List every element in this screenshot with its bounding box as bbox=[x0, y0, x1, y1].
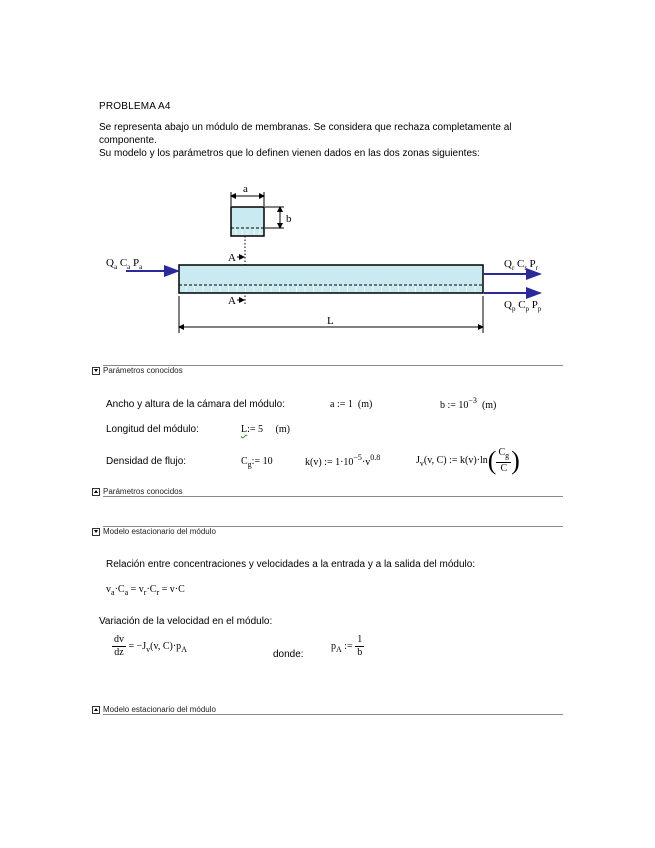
section-label-bottom: A bbox=[228, 295, 236, 307]
section-label-top: A bbox=[228, 252, 236, 264]
eq-Cg-def: $C_g:= 10$ bbox=[241, 456, 273, 469]
eq-a-def: a := 1 (m) bbox=[330, 399, 373, 410]
intro-line-2: componente. bbox=[99, 135, 157, 146]
label-densidad: Densidad de flujo: bbox=[106, 456, 187, 467]
intro-line-3: Su modelo y los parámetros que lo definen vienen dados en las dos zonas siguientes: bbox=[99, 148, 480, 159]
eq-pA-def: $p_A$ := $\frac{1}{b}$ bbox=[331, 634, 363, 658]
dim-L-label: L bbox=[327, 315, 334, 327]
dim-b-label: b bbox=[286, 213, 292, 225]
eq-Jv-def: $J_v(v$, C) := k(v)·ln( $\frac{C_g}{C}$ ) bbox=[416, 446, 520, 475]
label-longitud: Longitud del módulo: bbox=[106, 424, 199, 435]
module-body bbox=[179, 265, 483, 293]
collapse-toggle-icon[interactable] bbox=[92, 528, 100, 536]
intro-line-1: Se representa abajo un módulo de membranas. Se considera que rechaza completamente al bbox=[99, 122, 512, 133]
eq-dvdz: $\frac{dv}{dz}$ = $-J_v(v$, $C)\cdot p_A$ bbox=[114, 634, 187, 658]
page-title: PROBLEMA A4 bbox=[99, 101, 171, 112]
expand-toggle-icon[interactable] bbox=[92, 488, 100, 496]
expand-toggle-icon[interactable] bbox=[92, 706, 100, 714]
text-relacion: Relación entre concentraciones y velocidades a la entrada y a la salida del módulo: bbox=[106, 559, 476, 570]
eq-b-def: b := $10^{-3}$ (m) bbox=[440, 396, 497, 411]
dim-a-label: a bbox=[243, 183, 248, 195]
region-parametros-footer[interactable]: Parámetros conocidos bbox=[92, 487, 183, 496]
permeate-label: $Q_p$ $C_p$ $P_p$ bbox=[504, 299, 542, 313]
label-ancho-altura: Ancho y altura de la cámara del módulo: bbox=[106, 399, 285, 410]
collapse-toggle-icon[interactable] bbox=[92, 367, 100, 375]
text-variacion: Variación de la velocidad en el módulo: bbox=[99, 616, 273, 627]
inlet-label: $Q_a$ $C_a$ $P_a$ bbox=[106, 257, 143, 271]
region-parametros-header[interactable]: Parámetros conocidos bbox=[92, 366, 183, 375]
eq-k-def: k(v) := $1\cdot 10^{-5}\cdot v^{0.8}$ bbox=[305, 453, 381, 468]
membrane-module-diagram bbox=[0, 0, 655, 360]
region-modelo-header[interactable]: Modelo estacionario del módulo bbox=[92, 527, 216, 536]
eq-L-def: L:= 5 (m) bbox=[241, 424, 290, 435]
region-modelo-footer[interactable]: Modelo estacionario del módulo bbox=[92, 705, 216, 714]
retentate-label: $Q_r$ $C_r$ $P_r$ bbox=[504, 258, 538, 272]
text-donde: donde: bbox=[273, 649, 304, 660]
eq-continuity: $v_a\cdot C_a = v_r\cdot C_r = v\cdot C$ bbox=[106, 584, 185, 597]
